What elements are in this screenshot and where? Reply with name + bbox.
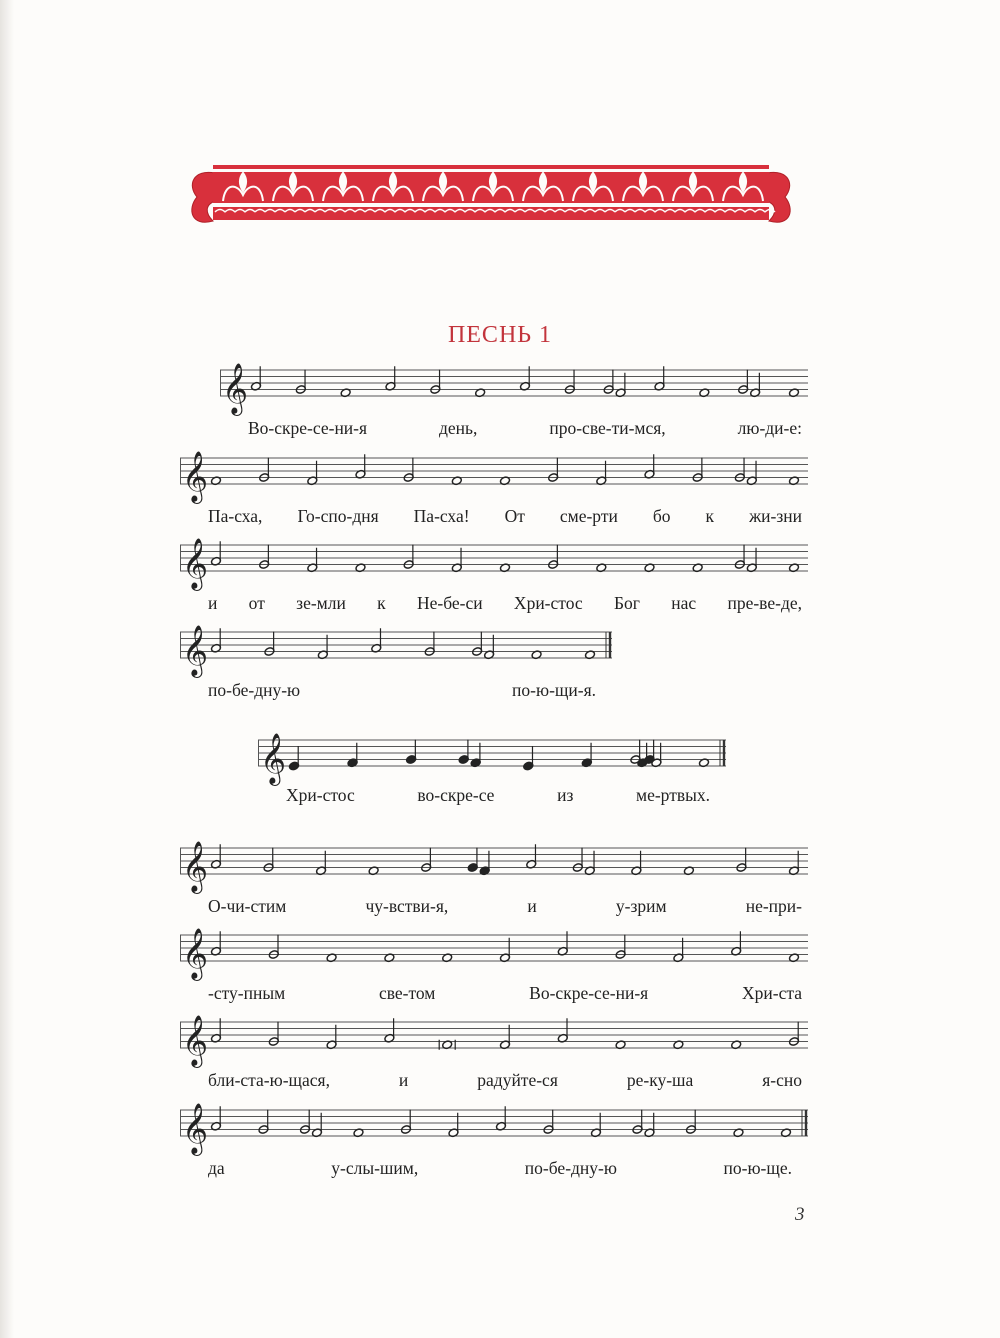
lyrics-line: бли-ста-ю-щася, и радуйте-ся ре-ку-ша я-сно: [208, 1070, 802, 1090]
book-spine-shadow: [0, 0, 14, 1338]
music-system: [180, 535, 808, 613]
music-staff: [180, 838, 808, 892]
lyrics-line: Во-скре-се-ни-я день, про-све-ти-мся, лю-ди-е:: [248, 418, 802, 438]
music-staff: [180, 448, 808, 502]
music-staff: [180, 1012, 808, 1066]
treble-clef-icon: 𝄞: [182, 625, 209, 676]
treble-clef-icon: 𝄞: [260, 733, 287, 784]
music-system: [180, 622, 612, 700]
lyrics-line: -сту-пным све-том Во-скре-се-ни-я Хри-ста: [208, 983, 802, 1003]
lyrics-line: Хри-стос во-скре-се из ме-ртвых.: [286, 785, 710, 805]
music-system: [180, 838, 808, 916]
page-title: ПЕСНЬ 1: [447, 322, 553, 348]
treble-clef-icon: 𝄞: [182, 451, 209, 502]
lyrics-line: да у-слы-шим, по-бе-дну-ю по-ю-ще.: [208, 1158, 792, 1178]
music-staff: [180, 535, 808, 589]
treble-clef-icon: 𝄞: [182, 538, 209, 589]
music-system: [258, 730, 726, 805]
ornament-flame: [690, 173, 696, 191]
ornament-flame: [340, 173, 346, 191]
page-number: 3: [795, 1204, 805, 1225]
lyrics-line: и от зе-мли к Не-бе-си Хри-стос Бог нас пре-ве-де,: [208, 593, 802, 613]
music-system: [180, 1100, 808, 1178]
ornament-flame: [640, 173, 646, 191]
ornament-flame: [240, 173, 246, 191]
music-system: [220, 360, 808, 438]
ornament-flame: [490, 173, 496, 191]
ornament-flame: [390, 173, 396, 191]
music-staff: [220, 360, 808, 414]
music-system: [180, 448, 808, 526]
music-staff: [180, 925, 808, 979]
music-staff: [180, 1100, 808, 1154]
music-staff: [258, 730, 726, 784]
music-staff: [180, 622, 612, 676]
ornament-flame: [290, 173, 296, 191]
treble-clef-icon: 𝄞: [182, 928, 209, 979]
ornament-flame: [740, 173, 746, 191]
lyrics-line: О-чи-стим чу-встви-я, и у-зрим не-при-: [208, 896, 802, 916]
treble-clef-icon: 𝄞: [182, 841, 209, 892]
lyrics-line: по-бе-дну-ю по-ю-щи-я.: [208, 680, 596, 700]
red-ornament-band: [185, 155, 797, 237]
treble-clef-icon: 𝄞: [222, 363, 249, 414]
music-system: [180, 925, 808, 1003]
ornament-flame: [590, 173, 596, 191]
ornament-flame: [440, 173, 446, 191]
treble-clef-icon: 𝄞: [182, 1015, 209, 1066]
ornament-flame: [540, 173, 546, 191]
music-system: [180, 1012, 808, 1090]
lyrics-line: Па-сха, Го-спо-дня Па-сха! От сме-рти бо к жи-зни: [208, 506, 802, 526]
treble-clef-icon: 𝄞: [182, 1103, 209, 1154]
